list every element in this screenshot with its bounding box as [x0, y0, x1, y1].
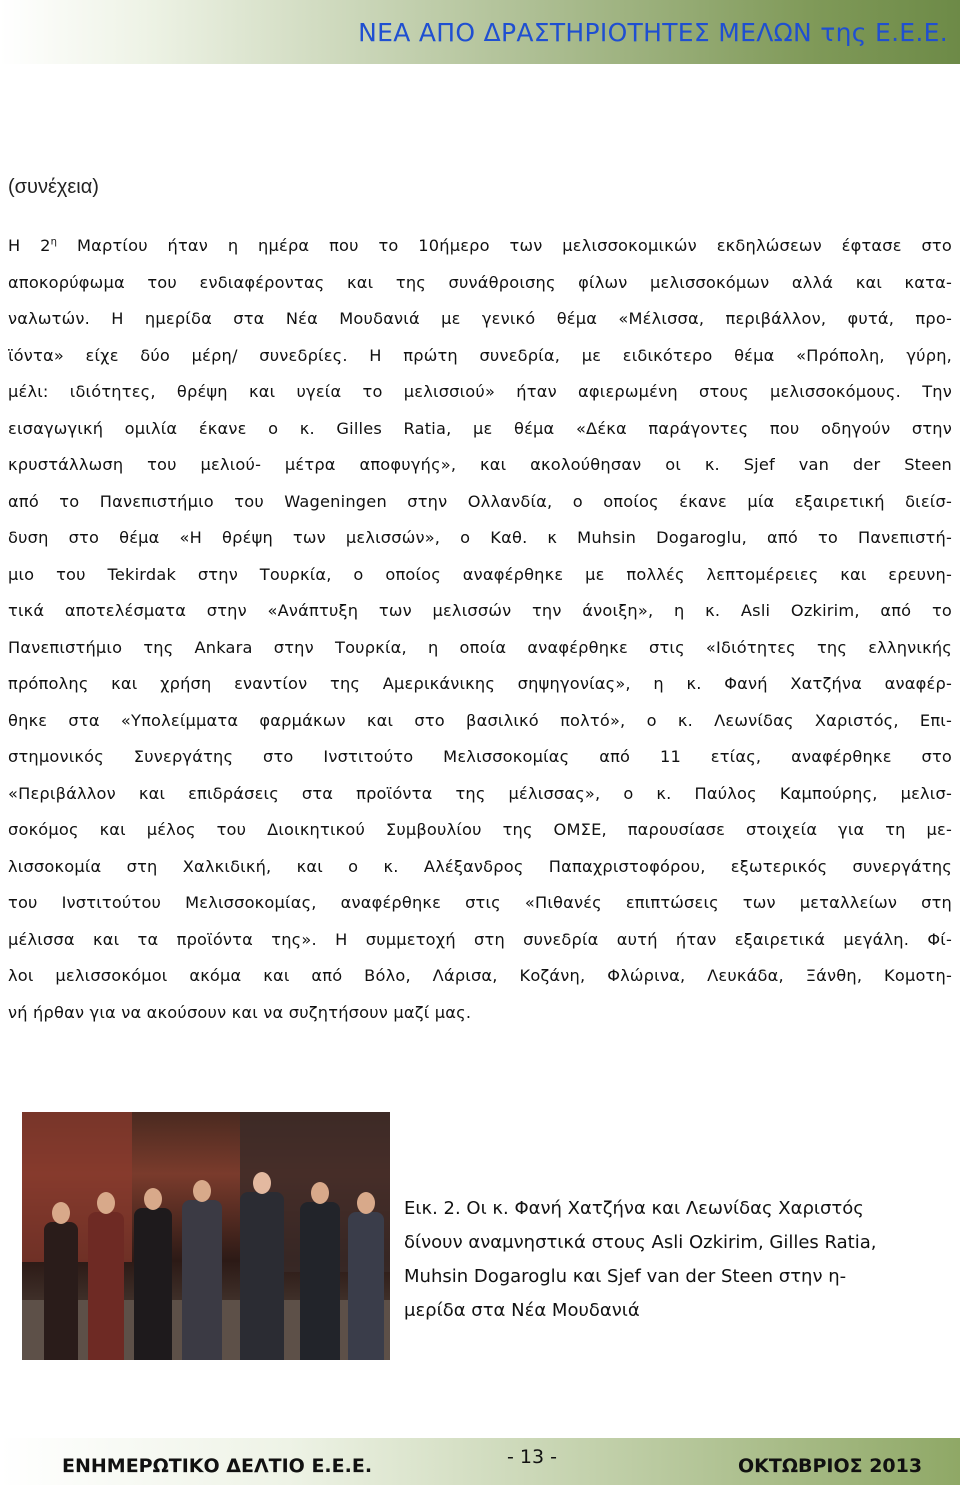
article-line: του Ινστιτούτου Μελισσοκομίας, αναφέρθηκε στις «Πιθανές επιπτώσεις των μεταλλείων στη	[8, 893, 952, 912]
article-line: τικά αποτελέσματα στην «Ανάπτυξη των μελισσών την άνοιξη», η κ. Asli Ozkirim, από το	[8, 601, 952, 620]
article-line: εισαγωγική ομιλία έκανε ο κ. Gilles Ratia, με θέμα «Δέκα παράγοντες που οδηγούν στην	[8, 418, 952, 438]
article-line: λισσοκομία στη Χαλκιδική, και ο κ. Αλέξανδρος Παπαχριστοφόρου, εξωτερικός συνεργάτης	[8, 856, 952, 876]
article-line: σοκόμος και μέλος του Διοικητικού Συμβουλίου της ΟΜΣΕ, παρουσίασε στοιχεία για τη με-	[8, 820, 952, 839]
photo-person	[348, 1212, 384, 1360]
article-line: μέλισσα και τα προϊόντα της». Η συμμετοχή στη συνεδρία αυτή ήταν εξαιρετικά μεγάλη. Φί-	[8, 929, 952, 949]
article-line: λοι μελισσοκόμοι ακόμα και από Βόλο, Λάρισα, Κοζάνη, Φλώρινα, Λευκάδα, Ξάνθη, Κομοτη-	[8, 966, 952, 985]
article-line: Πανεπιστήμιο της Ankara στην Τουρκία, η οποία αναφέρθηκε στις «Ιδιότητες της ελληνικής	[8, 637, 952, 657]
header-title: ΝΕΑ ΑΠΟ ΔΡΑΣΤΗΡΙΟΤΗΤΕΣ ΜΕΛΩΝ της Ε.Ε.Ε.	[358, 18, 948, 47]
footer-publication: ΕΝΗΜΕΡΩΤΙΚΟ ΔΕΛΤΙΟ Ε.Ε.Ε.	[62, 1455, 373, 1477]
article-line: μιο του Tekirdak στην Τουρκία, ο οποίος αναφέρθηκε με πολλές λεπτομέρειες και ερευνη-	[8, 564, 952, 584]
photo-caption	[404, 1192, 952, 1328]
article-line: δυση στο θέμα «Η θρέψη των μελισσών», ο Καθ. κ Muhsin Dogaroglu, από το Πανεπιστή-	[8, 528, 952, 547]
article-line: θηκε στα «Υπολείμματα φαρμάκων και στο βασιλικό πολτό», ο κ. Λεωνίδας Χαριστός, Επι-	[8, 710, 952, 730]
footer-date: ΟΚΤΩΒΡΙΟΣ 2013	[738, 1455, 923, 1477]
article-line: πρόπολης και χρήση εναντίον της Αμερικάνικης σηψηγονίας», η κ. Φανή Χατζήνα αναφέρ-	[8, 674, 952, 693]
continuation-label: (συνέχεια)	[8, 176, 99, 198]
caption-line: Muhsin Dogaroglu και Sjef van der Steen στην η-	[404, 1266, 847, 1287]
footer-page-number: - 13 -	[507, 1446, 557, 1468]
article-line: «Περιβάλλον και επιδράσεις στα προϊόντα της μέλισσας», ο κ. Παύλος Καμπούρης, μελισ-	[8, 783, 952, 803]
caption-line: δίνουν αναμνηστικά στους Asli Ozkirim, Gilles Ratia,	[404, 1232, 877, 1253]
photo-person	[300, 1202, 340, 1360]
photo-person	[88, 1212, 124, 1360]
photo-person	[44, 1222, 78, 1360]
article-line: αποκορύφωμα του ενδιαφέροντας και της συνάθροισης φίλων μελισσοκόμων αλλά και κατα-	[8, 272, 952, 292]
event-photo	[22, 1112, 390, 1360]
article-line: μέλι: ιδιότητες, θρέψη και υγεία το μελισσιού» ήταν αφιερωμένη στους μελισσοκόμους. Την	[8, 382, 952, 401]
article-line: ϊόντα» είχε δύο μέρη/ συνεδρίες. Η πρώτη συνεδρία, με ειδικότερο θέμα «Πρόπολη, γύρη,	[8, 345, 952, 365]
article-line-last: νή ήρθαν για να ακούσουν και να συζητήσουν μαζί μας.	[8, 1002, 472, 1022]
article-line: από το Πανεπιστήμιο του Wageningen στην Ολλανδία, ο οποίος έκανε μία εξαιρετική διείσ-	[8, 491, 952, 511]
article-line: ναλωτών. Η ημερίδα στα Νέα Μουδανιά με γενικό θέμα «Μέλισσα, περιβάλλον, φυτά, προ-	[8, 309, 952, 328]
caption-line: Εικ. 2. Οι κ. Φανή Χατζήνα και Λεωνίδας Χαριστός	[404, 1198, 864, 1219]
article-body	[8, 228, 952, 1031]
article-line: στημονικός Συνεργάτης στο Ινστιτούτο Μελισσοκομίας από 11 ετίας, αναφέρθηκε στο	[8, 747, 952, 766]
photo-person	[182, 1200, 222, 1360]
article-line-1: Η $2^\eta$ Μαρτίου ήταν η ημέρα που το 10ήμερο των μελισσοκομικών εκδηλώσεων έφτασε στο	[8, 236, 952, 255]
caption-line: μερίδα στα Νέα Μουδανιά	[404, 1300, 640, 1321]
article-line: κρυστάλλωση του μελιού- μέτρα αποφυγής», και ακολούθησαν οι κ. Sjef van der Steen	[8, 455, 952, 474]
photo-person	[240, 1192, 284, 1360]
photo-person	[134, 1208, 172, 1360]
